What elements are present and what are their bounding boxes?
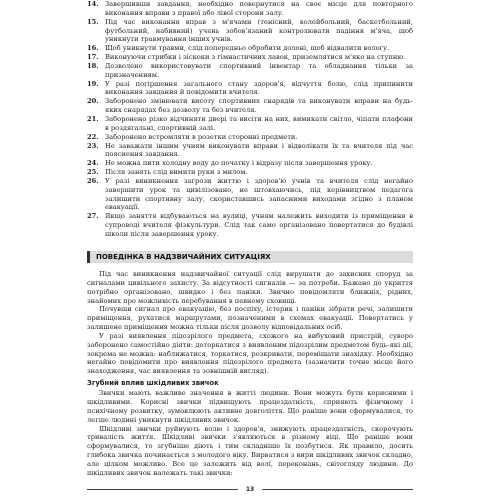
footer-rule-right bbox=[262, 489, 413, 490]
rule-item bbox=[87, 53, 413, 62]
rule-text: Заборонено різко відчиняти двері та висіти на них, вимикати світло, чіпати плафони в роздягальні, спортивній залі. bbox=[105, 114, 413, 132]
rule-number: 23. bbox=[87, 141, 99, 150]
paragraph: Звички мають важливе значення в житті людини. Вони можуть бути корисними і шкідливими. Корисні звички підвищують працездатність, сприяють фізичному і психічному розвитку, зумовлюють активне довголіття. Що раніше вони сформувалися, то легше людині уникнути шкідливих звичок. bbox=[87, 389, 413, 424]
rule-text: Після занять слід вимити руки з милом. bbox=[105, 168, 248, 177]
subsection-heading: Згубний вплив шкідливих звичок bbox=[87, 379, 219, 388]
rule-item bbox=[87, 115, 413, 133]
rule-text: Не заважати іншим учням виконувати вправи і відволікати їх та вчителя під час пояснення завдання. bbox=[105, 141, 413, 159]
rule-number: 27. bbox=[87, 212, 99, 221]
section-body bbox=[87, 270, 413, 478]
rule-item bbox=[87, 212, 413, 239]
rule-text: Не можна пити холодну воду до початку і відразу після завершення уроку. bbox=[105, 159, 373, 168]
rule-text: Завершивши завдання, необхідно повернутися на своє місце для повторного виконання вправи з правої або лівої сторони залу. bbox=[105, 0, 413, 17]
paragraph: Почувши сигнал про евакуацію, без поспіху, істерик і паніки зібрати речі, залишити приміщення, рухатися маршрутами, позначеними в схемах евакуації. Повертатись у залишене приміщення можна тільки після дозволу відповідальних осіб. bbox=[87, 305, 413, 332]
rule-number: 19. bbox=[87, 79, 99, 88]
rule-item bbox=[87, 62, 413, 80]
rule-text: У разі виникнення загрози життю і здоров'ю учнів та вчителя слід негайно завершити урок та цивілізовано, не штовхаючись, під керівництвом педагога залишити спортивну залу, скориставшись запасними виходами згідно з планом евакуації. bbox=[105, 176, 413, 212]
rule-item bbox=[87, 177, 413, 212]
rule-text: Якщо заняття відбуваються на вулиці, учням належить виходити із приміщення в супроводі вчителя фізкультури. Слід так само організовано повертатися до будівлі школи після завершення уроку. bbox=[105, 212, 413, 238]
rule-number: 21. bbox=[87, 114, 99, 123]
footer-rule-left bbox=[87, 489, 238, 490]
rule-item bbox=[87, 80, 413, 98]
rule-item bbox=[87, 142, 413, 160]
rule-text: Щоб уникнути травми, слід попередньо обробити долоні, щоб відвалити вологу. bbox=[105, 44, 390, 53]
rule-item bbox=[87, 159, 413, 168]
rule-number: 22. bbox=[87, 132, 99, 141]
rule-item bbox=[87, 168, 413, 177]
rule-text: Заборонено змінювати висоту спортивних снарядів та виконувати вправи на будь-яких снарядах без дозволу та без вчителя. bbox=[105, 97, 413, 115]
rule-number: 15. bbox=[87, 17, 99, 26]
rule-item bbox=[87, 0, 413, 18]
rule-item bbox=[87, 18, 413, 45]
rule-number: 25. bbox=[87, 168, 99, 177]
paragraph: Під час виникнення надзвичайної ситуації слід вирушати до захисних споруд за сигналами цивільного захисту. За відсутності сигналів — за потреби. Бажано до укриття потрібно організовано, швидко і без паніки. Звично повідомляти ближніх, рідних, знайомих про можливість перебування в певному сховищі. bbox=[87, 270, 413, 305]
rule-number: 24. bbox=[87, 159, 99, 168]
page-number: 13 bbox=[245, 485, 255, 493]
rule-item bbox=[87, 44, 413, 53]
rule-text: Заборонено встромляти в розетки сторонні предмети. bbox=[105, 132, 298, 141]
rule-number: 17. bbox=[87, 53, 99, 62]
paragraph: У разі виявлення підозрілого предмета, схожого на вибуховий пристрій, суворо заборонено самостійно діяти: доторкатися з виявленим підозрілим предметом будь-які дії, зокрема не можна: наближатися, торкатися, розкривати, переміщати знахідку. Необхідно негайно повідомити про виявлення підозрілого предмета (зазначити точне місце його знаходження, час виявлення та зовнішній вигляд). bbox=[87, 331, 413, 376]
rule-number: 20. bbox=[87, 97, 99, 106]
rule-item bbox=[87, 97, 413, 115]
rule-number: 18. bbox=[87, 61, 99, 70]
page-footer bbox=[87, 484, 413, 494]
rule-text: Під час виконання вправ з м'ячами (тенісний, волейбольний, баскетбольний, футбольний, набивний) учень зобов'язаний контролювати падіння м'яча, щоб уникнути травмування інших учнів. bbox=[105, 17, 413, 44]
rules-list bbox=[87, 0, 413, 239]
rule-number: 26. bbox=[87, 176, 99, 185]
rule-text: У разі погіршення загального стану здоров'я, відчуття болю, слід припинити виконання завдання й повідомити вчителя. bbox=[105, 79, 413, 97]
section-heading: ПОВЕДІНКА В НАДЗВИЧАЙНИХ СИТУАЦІЯХ bbox=[87, 251, 413, 263]
rule-item bbox=[87, 133, 413, 142]
rule-text: Дозволено використовувати спортивний інвентар та обладнання тільки за призначенням. bbox=[105, 61, 413, 79]
rule-number: 14. bbox=[87, 0, 99, 8]
paragraph: Шкідливі звички руйнують волю і здоров'я, знижують працездатність, скорочують тривалість життя. Шкідливі звички з'являються в різному віці. Що раніше вони сформувалися, то згубніше діють і тим складніше їх позбутися. Як правило, досить глибока звичка починається з молодого віку. Вирватися з вири шкідливих звичок складно, але цілком можливо. Все це залежить від волі, переконань, світогляду людини. До шкідливих звичок належать такі звички: bbox=[87, 424, 413, 477]
rule-text: Виконуючи стрибки і зіскоки з гімнастичних лавок, приземлятися м'яко на ступню. bbox=[105, 53, 406, 62]
rule-number: 16. bbox=[87, 44, 99, 53]
